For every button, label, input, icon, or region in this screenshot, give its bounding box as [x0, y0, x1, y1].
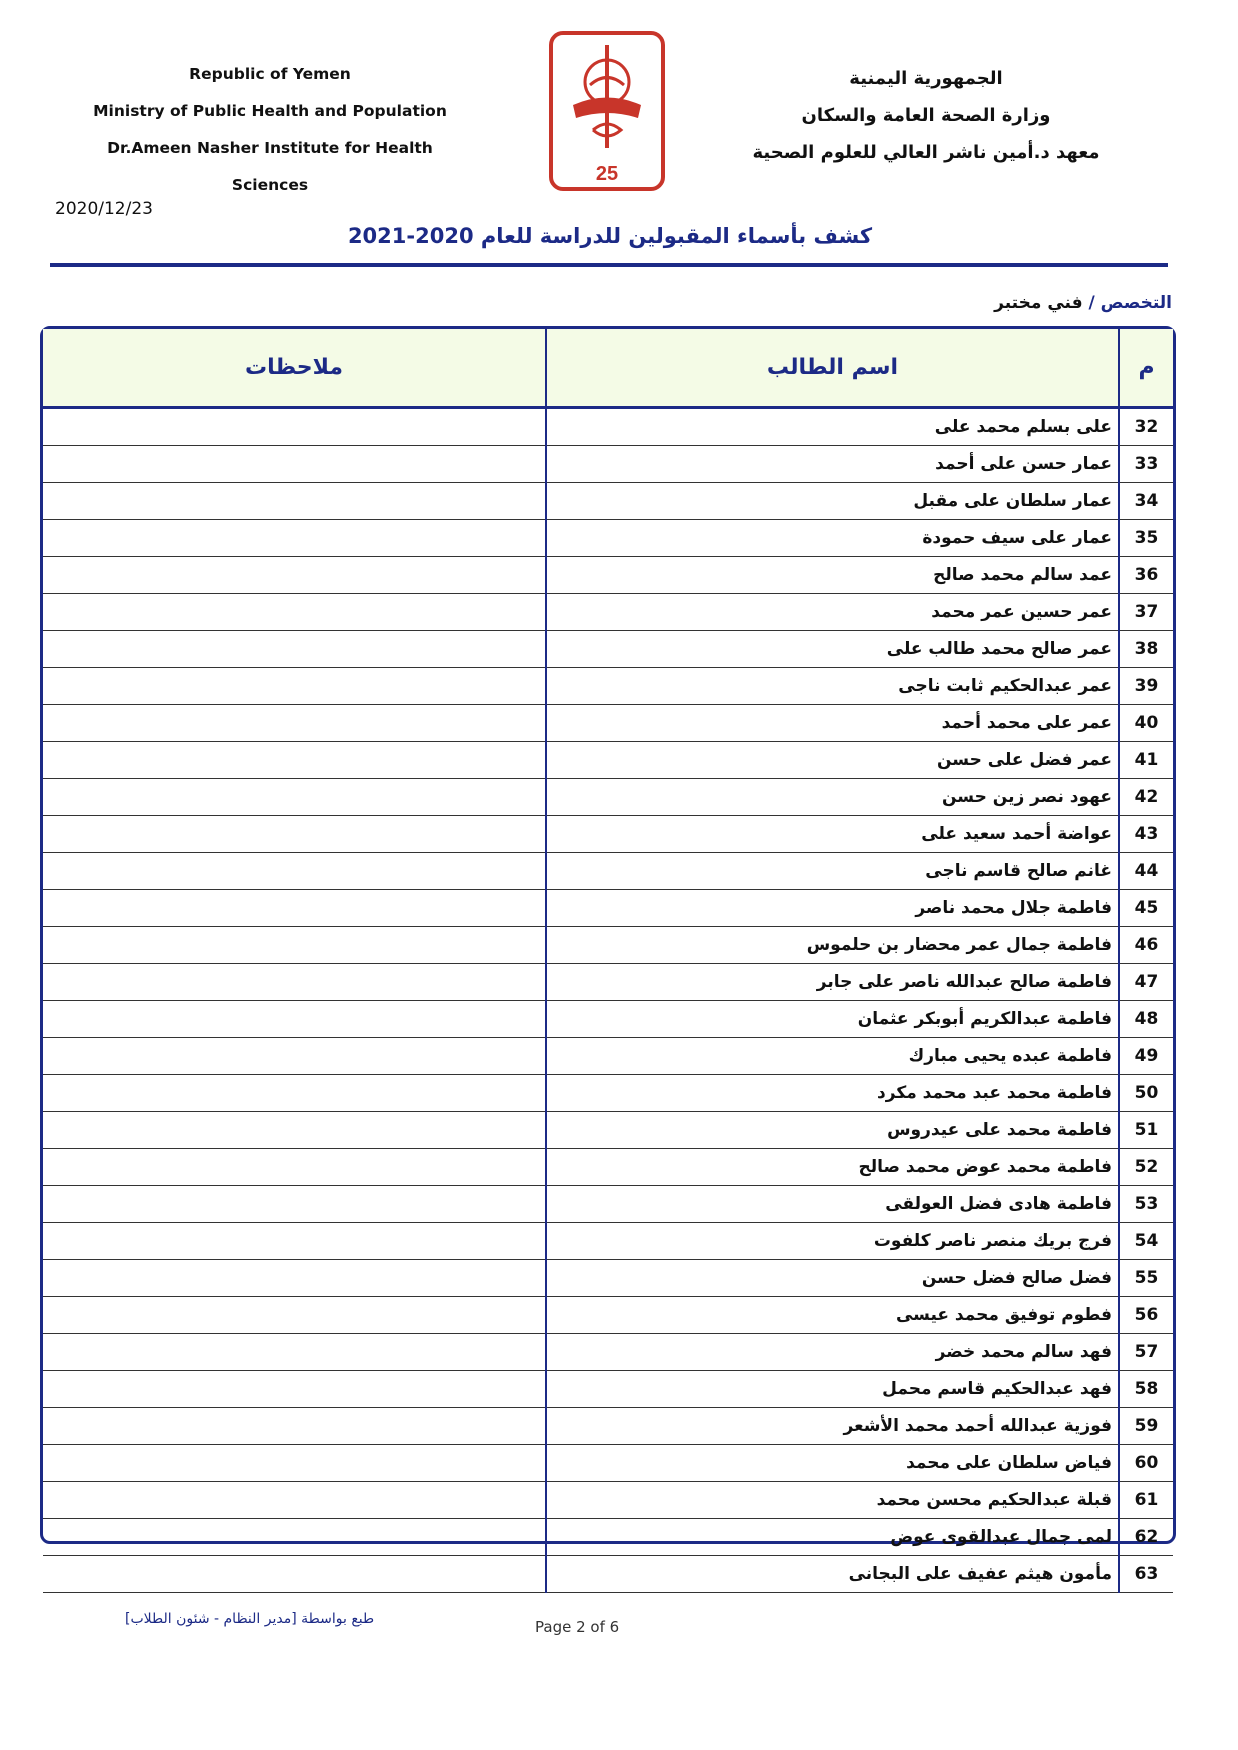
notes-cell — [43, 1223, 546, 1260]
notes-cell — [43, 742, 546, 779]
table-row — [43, 816, 1173, 853]
table-row — [43, 1445, 1173, 1482]
student-name: عمر صالح محمد طالب على — [546, 631, 1119, 668]
row-number: 52 — [1119, 1149, 1173, 1186]
table-row — [43, 1482, 1173, 1519]
notes-cell — [43, 853, 546, 890]
ministry-name-ar: وزارة الصحة العامة والسكان — [801, 105, 1051, 126]
table-row — [43, 1260, 1173, 1297]
student-name: عمر عبدالحكيم ثابت ناجى — [546, 668, 1119, 705]
notes-cell — [43, 1260, 546, 1297]
logo-number: 25 — [595, 163, 619, 185]
row-number: 61 — [1119, 1482, 1173, 1519]
row-number: 34 — [1119, 483, 1173, 520]
document-date: 2020/12/23 — [55, 199, 153, 219]
country-name-en: Republic of Yemen — [189, 65, 351, 83]
table-row — [43, 1075, 1173, 1112]
student-name: فوزية عبدالله أحمد محمد الأشعر — [546, 1408, 1119, 1445]
table-row — [43, 1556, 1173, 1593]
notes-cell — [43, 1112, 546, 1149]
student-name: فرج بريك منصر ناصر كلفوت — [546, 1223, 1119, 1260]
student-name: عواضة أحمد سعيد على — [546, 816, 1119, 853]
page-number: Page 2 of 6 — [535, 1618, 620, 1636]
table-row — [43, 1223, 1173, 1260]
table-row — [43, 668, 1173, 705]
table-row — [43, 520, 1173, 557]
row-number: 53 — [1119, 1186, 1173, 1223]
row-number: 37 — [1119, 594, 1173, 631]
students-table — [40, 326, 1176, 1584]
table-row — [43, 557, 1173, 594]
notes-cell — [43, 594, 546, 631]
row-number: 56 — [1119, 1297, 1173, 1334]
row-number: 33 — [1119, 446, 1173, 483]
header-arabic — [736, 60, 1116, 171]
student-name: فاطمة محمد عوض محمد صالح — [546, 1149, 1119, 1186]
notes-cell — [43, 408, 546, 446]
row-number: 36 — [1119, 557, 1173, 594]
row-number: 62 — [1119, 1519, 1173, 1556]
notes-cell — [43, 668, 546, 705]
row-number: 43 — [1119, 816, 1173, 853]
table-row — [43, 1408, 1173, 1445]
row-number: 32 — [1119, 408, 1173, 446]
notes-cell — [43, 631, 546, 668]
table-row — [43, 594, 1173, 631]
column-header-notes: ملاحظات — [43, 329, 546, 408]
row-number: 46 — [1119, 927, 1173, 964]
table-row — [43, 927, 1173, 964]
table-row — [43, 964, 1173, 1001]
student-name: فاطمة عبدالكريم أبوبكر عثمان — [546, 1001, 1119, 1038]
notes-cell — [43, 520, 546, 557]
student-name: فاطمة جمال عمر محضار بن حلموس — [546, 927, 1119, 964]
specialty — [994, 293, 1172, 313]
table-row — [43, 408, 1173, 446]
notes-cell — [43, 1038, 546, 1075]
table-header-row — [43, 329, 1173, 408]
table-row — [43, 1371, 1173, 1408]
notes-cell — [43, 1482, 546, 1519]
specialty-label: التخصص / — [1088, 293, 1172, 313]
table-row — [43, 1186, 1173, 1223]
institute-logo — [548, 30, 666, 192]
row-number: 44 — [1119, 853, 1173, 890]
row-number: 40 — [1119, 705, 1173, 742]
student-name: لمى جمال عبدالقوى عوض — [546, 1519, 1119, 1556]
row-number: 48 — [1119, 1001, 1173, 1038]
table-row — [43, 631, 1173, 668]
table-row — [43, 1519, 1173, 1556]
specialty-value: فني مختبر — [994, 293, 1083, 313]
title-divider — [50, 263, 1168, 267]
table-row — [43, 705, 1173, 742]
table-row — [43, 779, 1173, 816]
student-name: عهود نصر زين حسن — [546, 779, 1119, 816]
notes-cell — [43, 557, 546, 594]
student-name: عمد سالم محمد صالح — [546, 557, 1119, 594]
student-name: عمر حسين عمر محمد — [546, 594, 1119, 631]
table-row — [43, 1038, 1173, 1075]
student-name: فطوم توفيق محمد عيسى — [546, 1297, 1119, 1334]
notes-cell — [43, 1001, 546, 1038]
notes-cell — [43, 483, 546, 520]
row-number: 55 — [1119, 1260, 1173, 1297]
row-number: 35 — [1119, 520, 1173, 557]
header-english — [70, 56, 470, 204]
student-name: فاطمة جلال محمد ناصر — [546, 890, 1119, 927]
notes-cell — [43, 779, 546, 816]
student-name: فاطمة صالح عبدالله ناصر على جابر — [546, 964, 1119, 1001]
notes-cell — [43, 1519, 546, 1556]
row-number: 41 — [1119, 742, 1173, 779]
ministry-name-en: Ministry of Public Health and Population — [93, 102, 447, 120]
row-number: 58 — [1119, 1371, 1173, 1408]
table-row — [43, 1297, 1173, 1334]
student-name: مأمون هيثم عفيف على البجانى — [546, 1556, 1119, 1593]
student-name: غانم صالح قاسم ناجى — [546, 853, 1119, 890]
table-row — [43, 446, 1173, 483]
student-name: على بسلم محمد على — [546, 408, 1119, 446]
row-number: 63 — [1119, 1556, 1173, 1593]
row-number: 38 — [1119, 631, 1173, 668]
table-row — [43, 853, 1173, 890]
student-name: فاطمة عبده يحيى مبارك — [546, 1038, 1119, 1075]
student-name: عمار على سيف حمودة — [546, 520, 1119, 557]
institute-name-en: Dr.Ameen Nasher Institute for Health Sciences — [107, 139, 433, 194]
notes-cell — [43, 1371, 546, 1408]
student-name: قبلة عبدالحكيم محسن محمد — [546, 1482, 1119, 1519]
notes-cell — [43, 927, 546, 964]
student-name: فهد عبدالحكيم قاسم محمل — [546, 1371, 1119, 1408]
notes-cell — [43, 1186, 546, 1223]
student-name: عمار سلطان على مقبل — [546, 483, 1119, 520]
column-header-number: م — [1119, 329, 1173, 408]
notes-cell — [43, 1297, 546, 1334]
notes-cell — [43, 964, 546, 1001]
row-number: 39 — [1119, 668, 1173, 705]
table-row — [43, 1001, 1173, 1038]
printed-by: طبع بواسطة [مدير النظام - شئون الطلاب] — [125, 1611, 375, 1627]
student-name: فضل صالح فضل حسن — [546, 1260, 1119, 1297]
notes-cell — [43, 1445, 546, 1482]
notes-cell — [43, 1075, 546, 1112]
row-number: 54 — [1119, 1223, 1173, 1260]
notes-cell — [43, 446, 546, 483]
notes-cell — [43, 1408, 546, 1445]
notes-cell — [43, 890, 546, 927]
row-number: 51 — [1119, 1112, 1173, 1149]
row-number: 45 — [1119, 890, 1173, 927]
notes-cell — [43, 705, 546, 742]
institute-name-ar: معهد د.أمين ناشر العالي للعلوم الصحية — [752, 142, 1100, 163]
student-name: عمر فضل على حسن — [546, 742, 1119, 779]
table-row — [43, 483, 1173, 520]
row-number: 47 — [1119, 964, 1173, 1001]
notes-cell — [43, 1149, 546, 1186]
row-number: 60 — [1119, 1445, 1173, 1482]
student-name: عمار حسن على أحمد — [546, 446, 1119, 483]
student-name: فهد سالم محمد خضر — [546, 1334, 1119, 1371]
table-row — [43, 1149, 1173, 1186]
student-name: عمر على محمد أحمد — [546, 705, 1119, 742]
student-name: فاطمة محمد عبد محمد مكرد — [546, 1075, 1119, 1112]
row-number: 59 — [1119, 1408, 1173, 1445]
row-number: 49 — [1119, 1038, 1173, 1075]
student-name: فاطمة محمد على عيدروس — [546, 1112, 1119, 1149]
row-number: 42 — [1119, 779, 1173, 816]
notes-cell — [43, 1556, 546, 1593]
country-name-ar: الجمهورية اليمنية — [849, 68, 1003, 89]
table-row — [43, 742, 1173, 779]
row-number: 50 — [1119, 1075, 1173, 1112]
row-number: 57 — [1119, 1334, 1173, 1371]
table-row — [43, 1112, 1173, 1149]
student-name: فياض سلطان على محمد — [546, 1445, 1119, 1482]
table-row — [43, 1334, 1173, 1371]
notes-cell — [43, 816, 546, 853]
table-row — [43, 890, 1173, 927]
page-title: كشف بأسماء المقبولين للدراسة للعام 2020-2021 — [347, 224, 873, 248]
column-header-name: اسم الطالب — [546, 329, 1119, 408]
notes-cell — [43, 1334, 546, 1371]
student-name: فاطمة هادى فضل العولقى — [546, 1186, 1119, 1223]
